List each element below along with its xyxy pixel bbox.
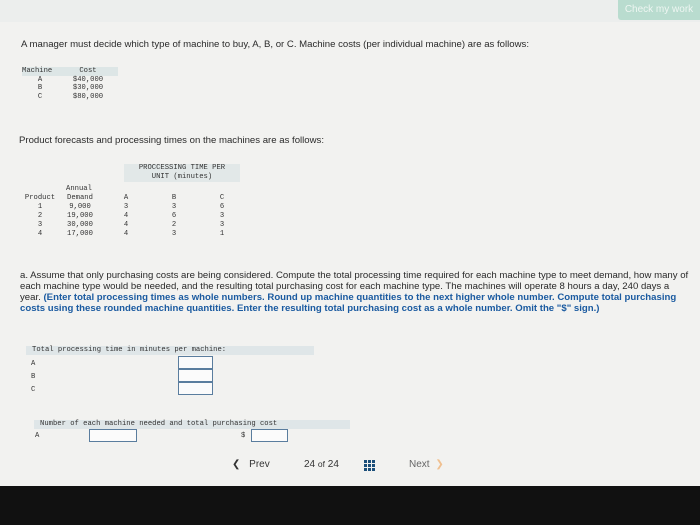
time-c-cell: 1 bbox=[219, 230, 225, 238]
header-cost: Cost bbox=[58, 67, 118, 76]
demand-cell: 19,000 bbox=[67, 212, 93, 220]
question-a-plain: a. Assume that only purchasing costs are being considered. Compute the total processing time required for each machine type to meet demand, how many of each machine type would be needed, and the resulting total purchasing cost for each machine type. The machines will operate 8 hours a day, 240 days a year. bbox=[20, 270, 689, 303]
question-a-instructions: (Enter total processing times as whole numbers. Round up machine quantities to the next higher whole number. Compute total purchasing costs using these rounded machine quantities. Enter the resulting total purchasing cost as a whole number. Omit the "$" sign.) bbox=[20, 292, 677, 314]
machine-cell: C bbox=[37, 92, 43, 101]
cost-cell: $30,000 bbox=[72, 84, 104, 92]
time-a-cell: 3 bbox=[123, 203, 129, 211]
time-a-cell: 4 bbox=[123, 221, 129, 229]
bottom-bar bbox=[0, 486, 700, 525]
intro-text: A manager must decide which type of machine to buy, A, B, or C. Machine costs (per individual machine) are as follows: bbox=[21, 39, 529, 50]
machine-cell: B bbox=[37, 84, 43, 92]
next-label: Next bbox=[409, 459, 430, 470]
product-cell: 2 bbox=[37, 212, 43, 220]
time-b-cell: 3 bbox=[171, 203, 177, 211]
prev-button[interactable] bbox=[232, 459, 270, 470]
cost-cell: $40,000 bbox=[72, 75, 104, 84]
time-b-cell: 6 bbox=[171, 212, 177, 220]
prev-label: Prev bbox=[249, 459, 270, 470]
machine-cost-table bbox=[22, 67, 118, 101]
time-c-cell: 3 bbox=[219, 212, 225, 220]
processing-table bbox=[22, 194, 246, 239]
table-row bbox=[22, 203, 246, 212]
dollar-sign: $ bbox=[241, 432, 246, 440]
page-indicator bbox=[304, 459, 339, 470]
header-product: Product bbox=[24, 194, 56, 202]
header-machine: Machine bbox=[22, 67, 58, 76]
machine-quantity-a-input[interactable] bbox=[89, 429, 137, 442]
row-label-c: C bbox=[31, 386, 36, 394]
processing-header-line-1: PROCCESSING TIME PER bbox=[138, 164, 226, 172]
product-cell: 3 bbox=[37, 221, 43, 229]
time-b-cell: 2 bbox=[171, 221, 177, 229]
header-a: A bbox=[123, 194, 129, 202]
time-b-cell: 3 bbox=[171, 230, 177, 238]
product-cell: 1 bbox=[37, 203, 43, 211]
forecast-intro-text: Product forecasts and processing times on the machines are as follows: bbox=[19, 135, 325, 146]
demand-cell: 9,000 bbox=[69, 203, 91, 211]
page-of: of bbox=[317, 459, 325, 469]
table-row bbox=[22, 221, 246, 230]
table-row bbox=[22, 76, 118, 85]
purchase-cost-a-input[interactable] bbox=[251, 429, 288, 442]
machine-cost-header-row bbox=[22, 67, 118, 76]
top-bar bbox=[0, 0, 700, 22]
time-c-cell: 3 bbox=[219, 221, 225, 229]
table-row bbox=[22, 230, 246, 239]
total-pages: 24 bbox=[327, 459, 339, 470]
time-a-cell: 4 bbox=[123, 230, 129, 238]
processing-group-header bbox=[124, 164, 240, 182]
grid-icon[interactable] bbox=[364, 460, 375, 471]
product-cell: 4 bbox=[37, 230, 43, 238]
question-a-text bbox=[20, 270, 692, 314]
time-a-cell: 4 bbox=[123, 212, 129, 220]
header-b: B bbox=[171, 194, 177, 202]
processing-time-c-input[interactable] bbox=[178, 382, 213, 395]
check-my-work-button[interactable]: Check my work bbox=[618, 0, 700, 20]
next-button[interactable] bbox=[409, 459, 444, 470]
time-c-cell: 6 bbox=[219, 203, 225, 211]
table-row bbox=[22, 93, 118, 102]
header-demand: Demand bbox=[67, 194, 93, 202]
demand-cell: 17,000 bbox=[67, 230, 93, 238]
table-row bbox=[22, 212, 246, 221]
cost-cell: $80,000 bbox=[72, 92, 104, 101]
demand-cell: 30,000 bbox=[67, 221, 93, 229]
processing-time-a-input[interactable] bbox=[178, 356, 213, 369]
machine-cell: A bbox=[37, 75, 43, 84]
processing-header-row bbox=[22, 194, 246, 203]
row-label-a: A bbox=[35, 432, 40, 440]
machine-count-section-header: Number of each machine needed and total purchasing cost bbox=[34, 420, 350, 429]
processing-header-line-2: UNIT (minutes) bbox=[151, 173, 213, 181]
chevron-left-icon: ❮ bbox=[232, 459, 241, 470]
table-row bbox=[22, 84, 118, 93]
header-c: C bbox=[219, 194, 225, 202]
row-label-b: B bbox=[31, 373, 36, 381]
current-page: 24 bbox=[304, 459, 316, 470]
processing-time-section-header: Total processing time in minutes per machine: bbox=[26, 346, 314, 355]
annual-label: Annual bbox=[66, 185, 92, 193]
row-label-a: A bbox=[31, 360, 36, 368]
chevron-right-icon: ❯ bbox=[435, 459, 444, 470]
processing-time-b-input[interactable] bbox=[178, 369, 213, 382]
